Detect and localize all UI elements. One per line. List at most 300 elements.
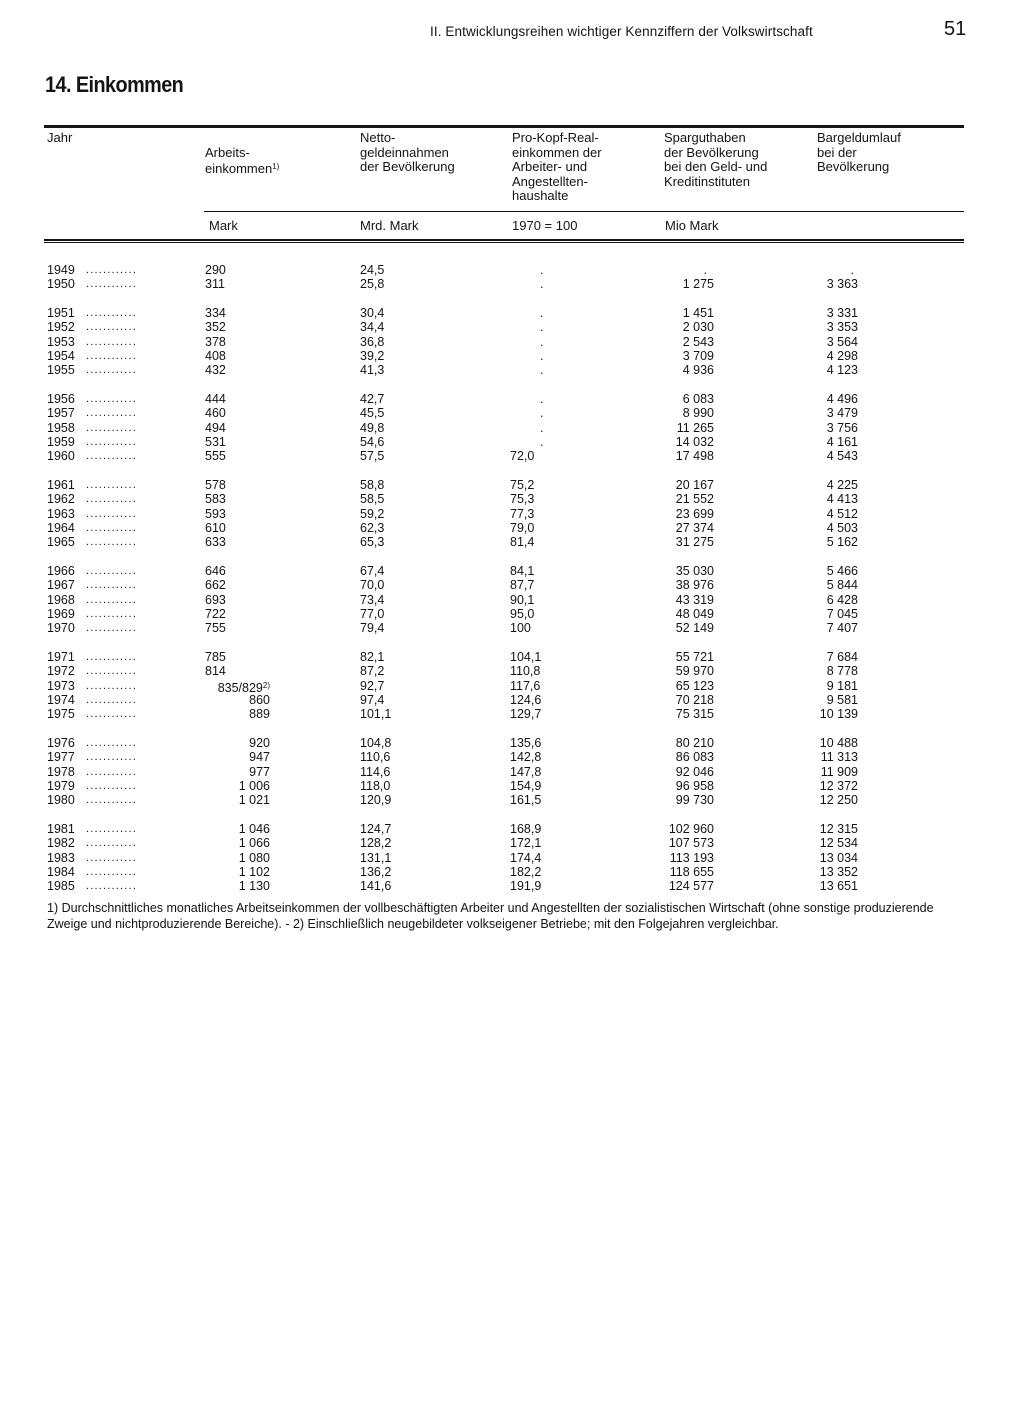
leader-dots: ............ [86, 364, 138, 377]
realeinkommen-cell: . [540, 406, 544, 421]
leader-dots: ............ [86, 694, 138, 706]
year-cell: 1956 [47, 392, 75, 407]
leader-dots: ............ [86, 765, 138, 778]
nettogeldeinnahmen-cell: 79,4 [360, 621, 385, 636]
year-cell: 1952 [47, 320, 75, 335]
sparguthaben-cell: 3 709 [682, 349, 714, 363]
realeinkommen-cell: 147,8 [510, 764, 542, 779]
sparguthaben-cell: 118 655 [669, 865, 714, 879]
bargeldumlauf-cell: 3 363 [826, 277, 858, 292]
sparguthaben-cell: 92 046 [675, 764, 714, 779]
table-row [0, 707, 1024, 721]
nettogeldeinnahmen-cell: 92,7 [360, 678, 385, 693]
realeinkommen-cell: 104,1 [510, 650, 542, 665]
table-row [0, 578, 1024, 592]
column-heading-text: Arbeits- einkommen [205, 144, 273, 176]
leader-dots: ............ [86, 493, 138, 506]
table-row [0, 865, 1024, 879]
leader-dots: ............ [86, 321, 138, 334]
arbeitseinkommen-cell: 334 [205, 306, 226, 321]
table-row [0, 449, 1024, 463]
realeinkommen-cell: 100 [510, 621, 531, 636]
nettogeldeinnahmen-cell: 49,8 [360, 420, 385, 435]
leader-dots: ............ [86, 522, 138, 534]
realeinkommen-cell: 110,8 [510, 664, 541, 679]
bargeldumlauf-cell: 4 512 [826, 506, 858, 521]
realeinkommen-cell: 90,1 [510, 592, 535, 607]
table-row [0, 836, 1024, 850]
arbeitseinkommen-cell: 1 130 [238, 879, 270, 894]
leader-dots: ............ [86, 866, 138, 878]
leader-dots: ............ [86, 436, 138, 448]
year-cell: 1973 [47, 678, 75, 693]
realeinkommen-cell: 135,6 [510, 736, 542, 751]
sparguthaben-cell: 75 315 [675, 707, 714, 722]
nettogeldeinnahmen-cell: 59,2 [360, 506, 385, 521]
sparguthaben-cell: 35 030 [675, 564, 714, 579]
nettogeldeinnahmen-cell: 82,1 [360, 650, 385, 665]
arbeitseinkommen-cell: 662 [205, 578, 226, 593]
realeinkommen-cell: 168,9 [510, 822, 542, 837]
table-row [0, 421, 1024, 435]
realeinkommen-cell: 124,6 [510, 693, 542, 707]
footnote-mark: 2) [262, 680, 270, 690]
sparguthaben-cell: 2 030 [682, 320, 714, 335]
table-row [0, 750, 1024, 764]
leader-dots: ............ [86, 264, 138, 276]
arbeitseinkommen-cell: 1 006 [238, 779, 270, 793]
realeinkommen-cell: . [540, 320, 544, 335]
nettogeldeinnahmen-cell: 25,8 [360, 277, 385, 292]
arbeitseinkommen-cell: 1 080 [238, 850, 270, 865]
year-cell: 1965 [47, 535, 75, 550]
arbeitseinkommen-cell: 1 046 [238, 822, 270, 837]
year-cell: 1985 [47, 879, 75, 894]
bargeldumlauf-cell: 7 045 [826, 607, 858, 621]
realeinkommen-cell: . [540, 392, 544, 407]
sparguthaben-cell: 21 552 [675, 492, 714, 507]
table-row [0, 521, 1024, 535]
realeinkommen-cell: 79,0 [510, 521, 535, 535]
bargeldumlauf-cell: 10 488 [819, 736, 858, 751]
bargeldumlauf-cell: 4 298 [826, 349, 858, 363]
arbeitseinkommen-cell: 460 [205, 406, 226, 421]
leader-dots: ............ [86, 335, 138, 348]
arbeitseinkommen-cell: 646 [205, 564, 226, 579]
year-cell: 1982 [47, 836, 75, 851]
leader-dots: ............ [86, 880, 138, 893]
year-cell: 1978 [47, 764, 75, 779]
year-cell: 1964 [47, 521, 75, 535]
arbeitseinkommen-cell: 290 [205, 263, 226, 277]
nettogeldeinnahmen-cell: 45,5 [360, 406, 385, 421]
table-row [0, 879, 1024, 893]
leader-dots: ............ [86, 608, 138, 620]
leader-dots: ............ [86, 507, 138, 520]
sparguthaben-cell: 55 721 [675, 650, 714, 665]
sparguthaben-cell: 4 936 [682, 363, 714, 378]
sparguthaben-cell: 1 451 [682, 306, 714, 321]
table-row [0, 435, 1024, 449]
year-cell: 1950 [47, 277, 75, 292]
arbeitseinkommen-cell: 311 [205, 277, 225, 292]
realeinkommen-cell: 72,0 [510, 449, 535, 464]
leader-dots: ............ [86, 622, 138, 635]
arbeitseinkommen-cell: 1 066 [238, 836, 270, 851]
nettogeldeinnahmen-cell: 124,7 [360, 822, 392, 837]
year-cell: 1971 [47, 650, 75, 665]
nettogeldeinnahmen-cell: 141,6 [360, 879, 392, 894]
bargeldumlauf-cell: 8 778 [826, 664, 858, 679]
sparguthaben-cell: 38 976 [675, 578, 714, 593]
sparguthaben-cell: 17 498 [675, 449, 714, 464]
table-row [0, 793, 1024, 807]
sparguthaben-cell: 59 970 [675, 664, 714, 679]
column-heading-nettogeldeinnahmen: Netto- geldeinnahmen der Bevölkerung [360, 130, 455, 174]
leader-dots: ............ [86, 665, 138, 678]
column-heading-year: Jahr [47, 130, 73, 145]
bargeldumlauf-cell: 11 313 [820, 750, 858, 765]
leader-dots: ............ [86, 278, 138, 291]
realeinkommen-cell: . [540, 306, 544, 321]
nettogeldeinnahmen-cell: 57,5 [360, 449, 385, 464]
realeinkommen-cell: 154,9 [510, 779, 542, 793]
sparguthaben-cell: 23 699 [675, 506, 714, 521]
table-row [0, 564, 1024, 578]
year-cell: 1967 [47, 578, 75, 593]
table-row [0, 664, 1024, 678]
year-cell: 1949 [47, 263, 75, 277]
sparguthaben-cell: 52 149 [675, 621, 714, 636]
bargeldumlauf-cell: 9 581 [826, 693, 858, 707]
year-cell: 1955 [47, 363, 75, 378]
year-cell: 1953 [47, 334, 75, 349]
sparguthaben-cell: 1 275 [682, 277, 714, 292]
year-cell: 1960 [47, 449, 75, 464]
sparguthaben-cell: 80 210 [675, 736, 714, 751]
realeinkommen-cell: 84,1 [510, 564, 535, 579]
nettogeldeinnahmen-cell: 41,3 [360, 363, 385, 378]
leader-dots: ............ [86, 823, 138, 836]
year-cell: 1975 [47, 707, 75, 722]
leader-dots: ............ [86, 536, 138, 549]
unit-sparguthaben: Mio Mark [665, 218, 719, 233]
bargeldumlauf-cell: 4 123 [826, 363, 858, 378]
table-row [0, 392, 1024, 406]
arbeitseinkommen-cell: 531 [205, 435, 226, 449]
arbeitseinkommen-cell: 408 [205, 349, 226, 363]
nettogeldeinnahmen-cell: 30,4 [360, 306, 385, 321]
bargeldumlauf-cell: 12 372 [819, 779, 858, 793]
table-row [0, 650, 1024, 664]
realeinkommen-cell: . [540, 363, 544, 378]
nettogeldeinnahmen-cell: 97,4 [360, 693, 385, 707]
year-cell: 1962 [47, 492, 75, 507]
year-cell: 1961 [47, 478, 75, 493]
year-cell: 1976 [47, 736, 75, 751]
table-row [0, 535, 1024, 549]
nettogeldeinnahmen-cell: 87,2 [360, 664, 385, 679]
leader-dots: ............ [86, 593, 138, 606]
sparguthaben-cell: 99 730 [675, 793, 714, 808]
arbeitseinkommen-cell: 977 [249, 764, 270, 779]
nettogeldeinnahmen-cell: 39,2 [360, 349, 385, 363]
bargeldumlauf-cell: 3 564 [826, 334, 858, 349]
table-row [0, 607, 1024, 621]
bargeldumlauf-cell: 3 479 [826, 406, 858, 421]
table-row [0, 621, 1024, 635]
nettogeldeinnahmen-cell: 67,4 [360, 564, 385, 579]
bargeldumlauf-cell: 5 844 [826, 578, 858, 593]
nettogeldeinnahmen-cell: 62,3 [360, 521, 385, 535]
table-row [0, 736, 1024, 750]
arbeitseinkommen-cell: 444 [205, 392, 226, 407]
nettogeldeinnahmen-cell: 104,8 [360, 736, 392, 751]
page-title: 14. Einkommen [45, 72, 184, 97]
arbeitseinkommen-cell: 860 [249, 693, 270, 707]
bargeldumlauf-cell: 4 161 [826, 435, 858, 449]
column-heading-sparguthaben: Sparguthaben der Bevölkerung bei den Geld- und Kreditinstituten [664, 130, 768, 189]
leader-dots: ............ [86, 450, 138, 463]
realeinkommen-cell: . [540, 277, 544, 292]
table-row [0, 277, 1024, 291]
table-row [0, 492, 1024, 506]
bargeldumlauf-cell: 10 139 [819, 707, 858, 722]
sparguthaben-cell: 20 167 [675, 478, 714, 493]
realeinkommen-cell: 191,9 [510, 879, 542, 894]
table-row [0, 363, 1024, 377]
sparguthaben-cell: 2 543 [682, 334, 714, 349]
sparguthaben-cell: 102 960 [668, 822, 714, 837]
bargeldumlauf-cell: 12 534 [819, 836, 858, 851]
bargeldumlauf-cell: 13 352 [819, 865, 858, 879]
realeinkommen-cell: . [540, 420, 544, 435]
realeinkommen-cell: . [540, 435, 544, 449]
nettogeldeinnahmen-cell: 77,0 [360, 607, 385, 621]
table-row [0, 263, 1024, 277]
leader-dots: ............ [86, 407, 138, 420]
arbeitseinkommen-cell: 920 [249, 736, 270, 751]
year-cell: 1957 [47, 406, 75, 421]
bargeldumlauf-cell: 11 909 [820, 764, 858, 779]
realeinkommen-cell: 117,6 [510, 678, 541, 693]
realeinkommen-cell: 75,3 [510, 492, 535, 507]
sparguthaben-cell: . [703, 263, 707, 277]
bargeldumlauf-cell: 6 428 [826, 592, 858, 607]
leader-dots: ............ [86, 479, 138, 492]
realeinkommen-cell: 81,4 [510, 535, 535, 550]
year-cell: 1979 [47, 779, 75, 793]
sparguthaben-cell: 8 990 [682, 406, 714, 421]
bargeldumlauf-cell: 4 413 [826, 492, 858, 507]
year-cell: 1980 [47, 793, 75, 808]
table-row [0, 779, 1024, 793]
table-row [0, 349, 1024, 363]
sparguthaben-cell: 27 374 [675, 521, 714, 535]
year-cell: 1974 [47, 693, 75, 707]
year-cell: 1972 [47, 664, 75, 679]
arbeitseinkommen-cell: 633 [205, 535, 226, 550]
column-heading-realeinkommen: Pro-Kopf-Real- einkommen der Arbeiter- und Angestellten- haushalte [512, 130, 602, 203]
realeinkommen-cell: 172,1 [510, 836, 542, 851]
nettogeldeinnahmen-cell: 136,2 [360, 865, 392, 879]
bargeldumlauf-cell: . [850, 263, 854, 277]
arbeitseinkommen-cell: 432 [205, 363, 226, 378]
realeinkommen-cell: 77,3 [510, 506, 535, 521]
arbeitseinkommen-cell: 814 [205, 664, 226, 679]
arbeitseinkommen-cell: 494 [205, 420, 226, 435]
footnote: 1) Durchschnittliches monatliches Arbeitseinkommen der vollbeschäftigten Arbeiter und Angestellten der sozialistischen Wirtschaft (ohne sonstige produzierende Zweige und nichtproduzierende Bereiche). - 2) Einschließlich neugebildeter volkseigener Betriebe; mit den Folgejahren vergleichbar. [47, 901, 934, 931]
sparguthaben-cell: 86 083 [675, 750, 714, 765]
arbeitseinkommen-cell: 755 [205, 621, 226, 636]
arbeitseinkommen-cell: 693 [205, 592, 226, 607]
year-cell: 1983 [47, 850, 75, 865]
arbeitseinkommen-cell: 583 [205, 492, 226, 507]
table-row [0, 765, 1024, 779]
nettogeldeinnahmen-cell: 110,6 [360, 750, 391, 765]
realeinkommen-cell: 142,8 [510, 750, 542, 765]
leader-dots: ............ [86, 794, 138, 807]
nettogeldeinnahmen-cell: 131,1 [360, 850, 392, 865]
leader-dots: ............ [86, 679, 138, 692]
arbeitseinkommen-cell: 722 [205, 607, 226, 621]
nettogeldeinnahmen-cell: 42,7 [360, 392, 385, 407]
bargeldumlauf-cell: 13 651 [819, 879, 858, 894]
year-cell: 1951 [47, 306, 75, 321]
leader-dots: ............ [86, 565, 138, 578]
bargeldumlauf-cell: 7 684 [826, 650, 858, 665]
arbeitseinkommen-cell: 1 102 [238, 865, 270, 879]
table-row [0, 335, 1024, 349]
nettogeldeinnahmen-cell: 120,9 [360, 793, 392, 808]
year-cell: 1968 [47, 592, 75, 607]
nettogeldeinnahmen-cell: 118,0 [360, 779, 391, 793]
table-row [0, 851, 1024, 865]
realeinkommen-cell: 95,0 [510, 607, 535, 621]
sparguthaben-cell: 65 123 [675, 678, 714, 693]
sparguthaben-cell: 48 049 [675, 607, 714, 621]
realeinkommen-cell: 161,5 [510, 793, 542, 808]
realeinkommen-cell: 174,4 [510, 850, 542, 865]
realeinkommen-cell: . [540, 334, 544, 349]
leader-dots: ............ [86, 851, 138, 864]
bargeldumlauf-cell: 3 353 [826, 320, 858, 335]
sparguthaben-cell: 11 265 [676, 420, 714, 435]
bargeldumlauf-cell: 4 503 [826, 521, 858, 535]
nettogeldeinnahmen-cell: 101,1 [360, 707, 392, 722]
realeinkommen-cell: 75,2 [510, 478, 535, 493]
bargeldumlauf-cell: 3 331 [826, 306, 858, 321]
table-row [0, 478, 1024, 492]
arbeitseinkommen-cell: 785 [205, 650, 226, 665]
year-cell: 1963 [47, 506, 75, 521]
unit-realeinkommen: 1970 = 100 [512, 218, 578, 233]
arbeitseinkommen-cell: 378 [205, 334, 226, 349]
nettogeldeinnahmen-cell: 58,8 [360, 478, 385, 493]
bargeldumlauf-cell: 3 756 [826, 420, 858, 435]
nettogeldeinnahmen-cell: 73,4 [360, 592, 385, 607]
nettogeldeinnahmen-cell: 54,6 [360, 435, 385, 449]
bargeldumlauf-cell: 4 543 [826, 449, 858, 464]
year-cell: 1981 [47, 822, 75, 837]
table-row [0, 822, 1024, 836]
footnote-mark: 1) [272, 162, 280, 171]
year-cell: 1984 [47, 865, 75, 879]
arbeitseinkommen-cell: 555 [205, 449, 226, 464]
bargeldumlauf-cell: 5 162 [826, 535, 858, 550]
bargeldumlauf-cell: 7 407 [826, 621, 858, 636]
bargeldumlauf-cell: 4 496 [826, 392, 858, 407]
nettogeldeinnahmen-cell: 65,3 [360, 535, 385, 550]
realeinkommen-cell: 182,2 [510, 865, 542, 879]
leader-dots: ............ [86, 780, 138, 792]
realeinkommen-cell: 87,7 [510, 578, 535, 593]
column-heading-bargeldumlauf: Bargeldumlauf bei der Bevölkerung [817, 130, 901, 174]
realeinkommen-cell: . [540, 349, 544, 363]
arbeitseinkommen-cell: 1 021 [238, 793, 270, 808]
sparguthaben-cell: 14 032 [675, 435, 714, 449]
arbeitseinkommen-cell: 947 [249, 750, 270, 765]
running-head: II. Entwicklungsreihen wichtiger Kennziffern der Volkswirtschaft [430, 24, 813, 39]
leader-dots: ............ [86, 837, 138, 850]
leader-dots: ............ [86, 579, 138, 592]
table-row [0, 507, 1024, 521]
unit-nettogeldeinnahmen: Mrd. Mark [360, 218, 419, 233]
nettogeldeinnahmen-cell: 24,5 [360, 263, 385, 277]
bargeldumlauf-cell: 4 225 [826, 478, 858, 493]
year-cell: 1977 [47, 750, 75, 765]
arbeitseinkommen-cell: 352 [205, 320, 226, 335]
year-cell: 1970 [47, 621, 75, 636]
leader-dots: ............ [86, 421, 138, 434]
sparguthaben-cell: 31 275 [675, 535, 714, 550]
sparguthaben-cell: 70 218 [675, 693, 714, 707]
nettogeldeinnahmen-cell: 34,4 [360, 320, 385, 335]
table-row [0, 679, 1024, 693]
nettogeldeinnahmen-cell: 36,8 [360, 334, 385, 349]
sparguthaben-cell: 124 577 [668, 879, 714, 894]
leader-dots: ............ [86, 350, 138, 362]
bargeldumlauf-cell: 13 034 [819, 850, 858, 865]
leader-dots: ............ [86, 307, 138, 320]
leader-dots: ............ [86, 737, 138, 750]
arbeitseinkommen-cell: 578 [205, 478, 226, 493]
year-cell: 1966 [47, 564, 75, 579]
nettogeldeinnahmen-cell: 128,2 [360, 836, 392, 851]
year-cell: 1959 [47, 435, 75, 449]
bargeldumlauf-cell: 9 181 [826, 678, 858, 693]
arbeitseinkommen-cell: 889 [249, 707, 270, 722]
table-row [0, 320, 1024, 334]
unit-arbeitseinkommen: Mark [209, 218, 238, 233]
table-row [0, 593, 1024, 607]
bargeldumlauf-cell: 12 315 [819, 822, 858, 837]
bargeldumlauf-cell: 5 466 [826, 564, 858, 579]
sparguthaben-cell: 96 958 [675, 779, 714, 793]
year-cell: 1969 [47, 607, 75, 621]
year-cell: 1954 [47, 349, 75, 363]
year-cell: 1958 [47, 420, 75, 435]
arbeitseinkommen-cell: 610 [205, 521, 226, 535]
bargeldumlauf-cell: 12 250 [819, 793, 858, 808]
table-row [0, 693, 1024, 707]
sparguthaben-cell: 43 319 [675, 592, 714, 607]
arbeitseinkommen-cell: 593 [205, 506, 226, 521]
table-row [0, 406, 1024, 420]
leader-dots: ............ [86, 393, 138, 406]
table-row [0, 306, 1024, 320]
realeinkommen-cell: . [540, 263, 544, 277]
